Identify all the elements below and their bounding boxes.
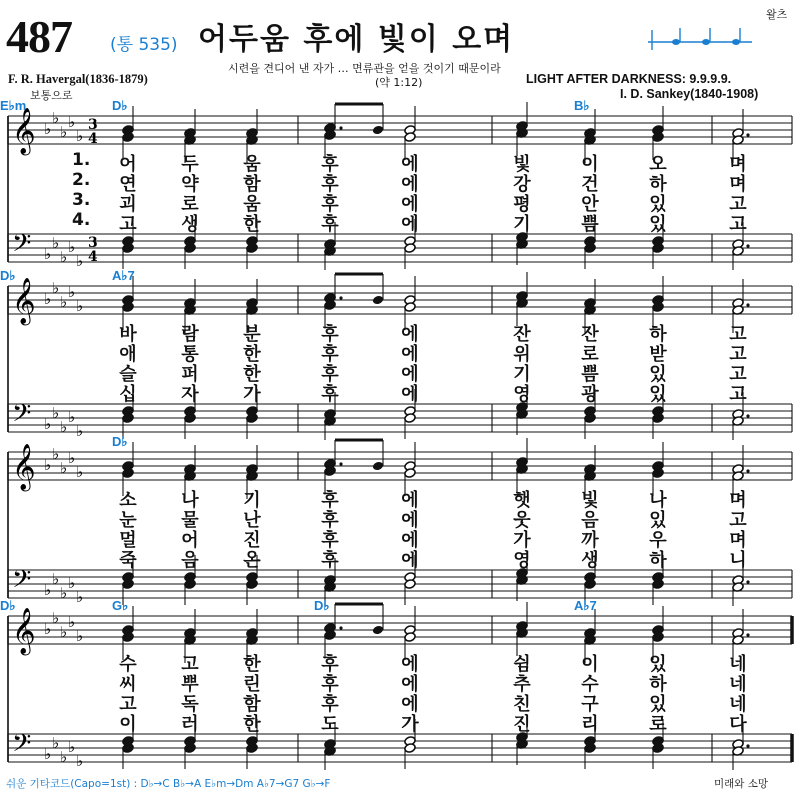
meter-label: 왈츠 [766, 8, 788, 21]
lyric-syllable: 하 [649, 324, 667, 345]
lyric-syllable: 이 [119, 714, 137, 735]
lyric-syllable: 네 [729, 674, 747, 695]
lyric-syllable: 잔 [513, 324, 531, 345]
flat-icon: ♭ [76, 627, 84, 645]
lyric-syllable: 에 [401, 174, 419, 195]
lyric-syllable: 고 [729, 344, 747, 365]
lyric-syllable: 위 [513, 344, 531, 365]
lyric-syllable: 죽 [119, 550, 137, 571]
flat-icon: ♭ [76, 463, 84, 481]
lyric-syllable: 에 [401, 364, 419, 385]
chord-symbol: D♭ [112, 434, 128, 449]
lyric-syllable: 진 [243, 530, 261, 551]
lyric-syllable: 에 [401, 550, 419, 571]
waltz-rhythm-icon [640, 20, 760, 60]
flat-icon: ♭ [60, 418, 68, 436]
lyric-syllable: 며 [729, 154, 747, 175]
lyric-syllable: 빛 [581, 490, 599, 511]
publisher: 미래와 소망 [714, 778, 769, 790]
lyric-syllable: 멀 [119, 530, 137, 551]
lyric-syllable: 고 [181, 654, 199, 675]
lyric-syllable: 에 [401, 194, 419, 215]
lyric-syllable: 온 [243, 550, 261, 571]
tempo-marking: 보통으로 [30, 89, 73, 102]
lyric-syllable: 가 [513, 530, 531, 551]
flat-icon: ♭ [68, 238, 76, 256]
lyric-syllable: 후 [321, 694, 339, 715]
flat-icon: ♭ [76, 422, 84, 440]
lyric-syllable: 후 [321, 174, 339, 195]
flat-icon: ♭ [52, 445, 60, 463]
verse-number: 2. [72, 170, 91, 190]
lyric-syllable: 린 [243, 674, 261, 695]
flat-icon: ♭ [52, 734, 60, 752]
bass-clef-icon: 𝄢 [12, 729, 32, 764]
lyric-syllable: 눈 [119, 510, 137, 531]
lyric-syllable: 후 [321, 154, 339, 175]
chord-symbol: D♭ [0, 268, 16, 283]
augmentation-dot [746, 580, 749, 583]
lyric-syllable: 추 [513, 674, 531, 695]
lyric-syllable: 소 [119, 490, 137, 511]
hymn-title: 어두움 후에 빛이 오며 [198, 22, 515, 57]
lyric-syllable: 쁨 [581, 214, 599, 235]
lyric-syllable: 고 [729, 384, 747, 405]
time-signature-top: 3 [88, 117, 98, 133]
lyric-syllable: 에 [401, 530, 419, 551]
lyric-syllable: 음 [581, 510, 599, 531]
flat-icon: ♭ [68, 449, 76, 467]
lyric-syllable: 고 [729, 510, 747, 531]
chord-symbol: E♭m [0, 98, 27, 113]
flat-icon: ♭ [44, 290, 52, 308]
lyric-syllable: 에 [401, 490, 419, 511]
lyric-syllable: 햇 [513, 490, 531, 511]
lyric-syllable: 퍼 [181, 364, 199, 385]
lyric-syllable: 잔 [581, 324, 599, 345]
lyric-syllable: 에 [401, 674, 419, 695]
flat-icon: ♭ [44, 120, 52, 138]
flat-icon: ♭ [44, 415, 52, 433]
lyric-syllable: 후 [321, 384, 339, 405]
lyric-syllable: 한 [243, 364, 261, 385]
lyric-syllable: 연 [119, 174, 137, 195]
lyric-syllable: 우 [649, 530, 667, 551]
lyric-syllable: 도 [321, 714, 339, 735]
lyric-syllable: 기 [243, 490, 261, 511]
lyric-syllable: 두 [181, 154, 199, 175]
augmentation-dot [746, 633, 749, 636]
flat-icon: ♭ [76, 588, 84, 606]
lyric-syllable: 후 [321, 654, 339, 675]
lyric-syllable: 에 [401, 654, 419, 675]
lyric-syllable: 진 [513, 714, 531, 735]
scripture-reference: (약 1:12) [375, 76, 423, 89]
lyric-syllable: 빛 [513, 154, 531, 175]
flat-icon: ♭ [44, 620, 52, 638]
lyric-syllable: 후 [321, 364, 339, 385]
lyric-syllable: 있 [649, 364, 667, 385]
chord-symbol: D♭ [314, 598, 330, 613]
lyric-syllable: 어 [181, 530, 199, 551]
lyric-syllable: 이 [581, 154, 599, 175]
lyric-syllable: 후 [321, 550, 339, 571]
lyric-syllable: 후 [321, 214, 339, 235]
lyric-syllable: 자 [181, 384, 199, 405]
lyric-syllable: 기 [513, 364, 531, 385]
lyric-syllable: 한 [243, 214, 261, 235]
lyric-syllable: 건 [581, 174, 599, 195]
lyric-syllable: 통 [181, 344, 199, 365]
flat-icon: ♭ [60, 459, 68, 477]
lyric-syllable: 평 [513, 194, 531, 215]
lyric-syllable: 생 [581, 550, 599, 571]
lyric-syllable: 나 [649, 490, 667, 511]
flat-icon: ♭ [44, 245, 52, 263]
lyric-syllable: 리 [581, 714, 599, 735]
lyric-syllable: 광 [581, 384, 599, 405]
lyric-syllable: 함 [243, 174, 261, 195]
lyric-syllable: 로 [581, 344, 599, 365]
lyric-syllable: 있 [649, 384, 667, 405]
lyric-syllable: 고 [119, 214, 137, 235]
flat-icon: ♭ [68, 283, 76, 301]
lyric-syllable: 후 [321, 194, 339, 215]
bass-clef-icon: 𝄢 [12, 565, 32, 600]
lyric-syllable: 후 [321, 324, 339, 345]
lyric-syllable: 후 [321, 510, 339, 531]
treble-clef-icon: 𝄞 [12, 108, 36, 154]
lyric-syllable: 나 [181, 490, 199, 511]
lyric-syllable: 영 [513, 384, 531, 405]
lyric-syllable: 있 [649, 194, 667, 215]
lyric-syllable: 네 [729, 654, 747, 675]
treble-clef-icon: 𝄞 [12, 608, 36, 654]
flat-icon: ♭ [52, 404, 60, 422]
lyric-syllable: 난 [243, 510, 261, 531]
tune-name: LIGHT AFTER DARKNESS: 9.9.9.9. [526, 72, 732, 86]
lyric-syllable: 뿌 [181, 674, 199, 695]
lyric-syllable: 이 [581, 654, 599, 675]
lyric-syllable: 씨 [119, 674, 137, 695]
lyric-syllable: 한 [243, 714, 261, 735]
lyric-syllable: 에 [401, 214, 419, 235]
lyric-syllable: 에 [401, 344, 419, 365]
lyric-syllable: 며 [729, 490, 747, 511]
lyric-syllable: 고 [729, 324, 747, 345]
lyric-syllable: 한 [243, 654, 261, 675]
old-hymn-number: (통 535) [110, 35, 178, 55]
flat-icon: ♭ [60, 123, 68, 141]
lyric-syllable: 로 [649, 714, 667, 735]
lyric-syllable: 강 [513, 174, 531, 195]
lyric-syllable: 어 [119, 154, 137, 175]
flat-icon: ♭ [44, 745, 52, 763]
lyric-syllable: 기 [513, 214, 531, 235]
lyric-syllable: 생 [181, 214, 199, 235]
lyric-syllable: 에 [401, 510, 419, 531]
lyric-syllable: 네 [729, 694, 747, 715]
lyric-syllable: 있 [649, 214, 667, 235]
verse-number: 1. [72, 150, 91, 170]
lyric-syllable: 애 [119, 344, 137, 365]
flat-icon: ♭ [52, 279, 60, 297]
lyric-syllable: 다 [729, 714, 747, 735]
augmentation-dot [746, 744, 749, 747]
treble-note [372, 125, 384, 136]
lyric-syllable: 움 [243, 194, 261, 215]
lyric-syllable: 쁨 [581, 364, 599, 385]
chord-symbol: B♭ [574, 98, 590, 113]
augmentation-dot [746, 303, 749, 306]
time-signature-bottom: 4 [88, 131, 98, 147]
bass-clef-icon: 𝄢 [12, 399, 32, 434]
lyric-syllable: 가 [243, 384, 261, 405]
lyric-syllable: 있 [649, 510, 667, 531]
augmentation-dot [746, 414, 749, 417]
lyric-syllable: 바 [119, 324, 137, 345]
music-system-4 [0, 600, 800, 770]
lyric-syllable: 슬 [119, 364, 137, 385]
music-system-3 [0, 436, 800, 606]
chord-symbol: D♭ [0, 598, 16, 613]
lyric-syllable: 음 [181, 550, 199, 571]
music-system-2 [0, 270, 800, 440]
lyric-syllable: 후 [321, 490, 339, 511]
flat-icon: ♭ [44, 456, 52, 474]
lyric-syllable: 후 [321, 674, 339, 695]
lyric-syllable: 있 [649, 654, 667, 675]
verse-number: 4. [72, 210, 91, 230]
lyric-syllable: 에 [401, 694, 419, 715]
lyric-syllable: 에 [401, 324, 419, 345]
hymn-number: 487 [6, 11, 72, 62]
lyric-syllable: 약 [181, 174, 199, 195]
chord-symbol: A♭7 [112, 268, 135, 283]
composer: I. D. Sankey(1840-1908) [620, 87, 759, 101]
flat-icon: ♭ [60, 584, 68, 602]
lyric-syllable: 움 [243, 154, 261, 175]
lyric-syllable: 구 [581, 694, 599, 715]
music-system-1 [0, 100, 800, 270]
flat-icon: ♭ [52, 570, 60, 588]
chord-symbol: G♭ [112, 598, 129, 613]
time-signature-top: 3 [88, 235, 98, 251]
flat-icon: ♭ [60, 748, 68, 766]
lyric-syllable: 친 [513, 694, 531, 715]
flat-icon: ♭ [44, 581, 52, 599]
lyric-syllable: 후 [321, 530, 339, 551]
lyric-syllable: 물 [181, 510, 199, 531]
augmentation-dot [746, 469, 749, 472]
lyric-syllable: 고 [729, 194, 747, 215]
lyric-syllable: 하 [649, 674, 667, 695]
lyricist: F. R. Havergal(1836-1879) [8, 72, 148, 86]
augmentation-dot [339, 126, 342, 129]
chord-symbol: D♭ [112, 98, 128, 113]
flat-icon: ♭ [68, 574, 76, 592]
flat-icon: ♭ [52, 234, 60, 252]
flat-icon: ♭ [76, 127, 84, 145]
lyric-syllable: 에 [401, 384, 419, 405]
lyric-syllable: 수 [119, 654, 137, 675]
flat-icon: ♭ [76, 752, 84, 770]
lyric-syllable: 분 [243, 324, 261, 345]
lyric-syllable: 가 [401, 714, 419, 735]
treble-clef-icon: 𝄞 [12, 444, 36, 490]
lyric-syllable: 며 [729, 530, 747, 551]
lyric-syllable: 받 [649, 344, 667, 365]
flat-icon: ♭ [76, 297, 84, 315]
treble-clef-icon: 𝄞 [12, 278, 36, 324]
lyric-syllable: 고 [119, 694, 137, 715]
lyric-syllable: 독 [181, 694, 199, 715]
flat-icon: ♭ [60, 248, 68, 266]
lyric-syllable: 오 [649, 154, 667, 175]
lyric-syllable: 있 [649, 694, 667, 715]
lyric-syllable: 웃 [513, 510, 531, 531]
augmentation-dot [746, 133, 749, 136]
lyric-syllable: 하 [649, 174, 667, 195]
lyric-syllable: 에 [401, 154, 419, 175]
flat-icon: ♭ [52, 109, 60, 127]
flat-icon: ♭ [68, 738, 76, 756]
flat-icon: ♭ [60, 293, 68, 311]
treble-note [372, 625, 384, 636]
lyric-syllable: 십 [119, 384, 137, 405]
chord-symbol: A♭7 [574, 598, 597, 613]
augmentation-dot [339, 296, 342, 299]
hymn-subtitle: 시련을 견디어 낸 자가 … 면류관을 얻을 것이기 때문이라 [228, 62, 501, 75]
lyric-syllable: 람 [181, 324, 199, 345]
time-signature-bottom: 4 [88, 249, 98, 265]
flat-icon: ♭ [68, 408, 76, 426]
augmentation-dot [339, 626, 342, 629]
lyric-syllable: 로 [181, 194, 199, 215]
flat-icon: ♭ [60, 623, 68, 641]
lyric-syllable: 수 [581, 674, 599, 695]
treble-note [372, 461, 384, 472]
lyric-syllable: 며 [729, 174, 747, 195]
lyric-syllable: 하 [649, 550, 667, 571]
flat-icon: ♭ [68, 613, 76, 631]
lyric-syllable: 고 [729, 364, 747, 385]
guitar-chord-guide: 쉬운 기타코드(Capo=1st) : D♭→C B♭→A E♭m→Dm A♭7→G7 G♭→F [6, 778, 331, 790]
lyric-syllable: 니 [729, 550, 747, 571]
lyric-syllable: 까 [581, 530, 599, 551]
bass-clef-icon: 𝄢 [12, 229, 32, 264]
lyric-syllable: 괴 [119, 194, 137, 215]
lyric-syllable: 안 [581, 194, 599, 215]
lyric-syllable: 러 [181, 714, 199, 735]
augmentation-dot [746, 244, 749, 247]
flat-icon: ♭ [52, 609, 60, 627]
lyric-syllable: 후 [321, 344, 339, 365]
lyric-syllable: 영 [513, 550, 531, 571]
augmentation-dot [339, 462, 342, 465]
treble-note [372, 295, 384, 306]
flat-icon: ♭ [76, 252, 84, 270]
verse-number: 3. [72, 190, 91, 210]
lyric-syllable: 함 [243, 694, 261, 715]
lyric-syllable: 한 [243, 344, 261, 365]
lyric-syllable: 고 [729, 214, 747, 235]
flat-icon: ♭ [68, 113, 76, 131]
lyric-syllable: 쉼 [513, 654, 531, 675]
